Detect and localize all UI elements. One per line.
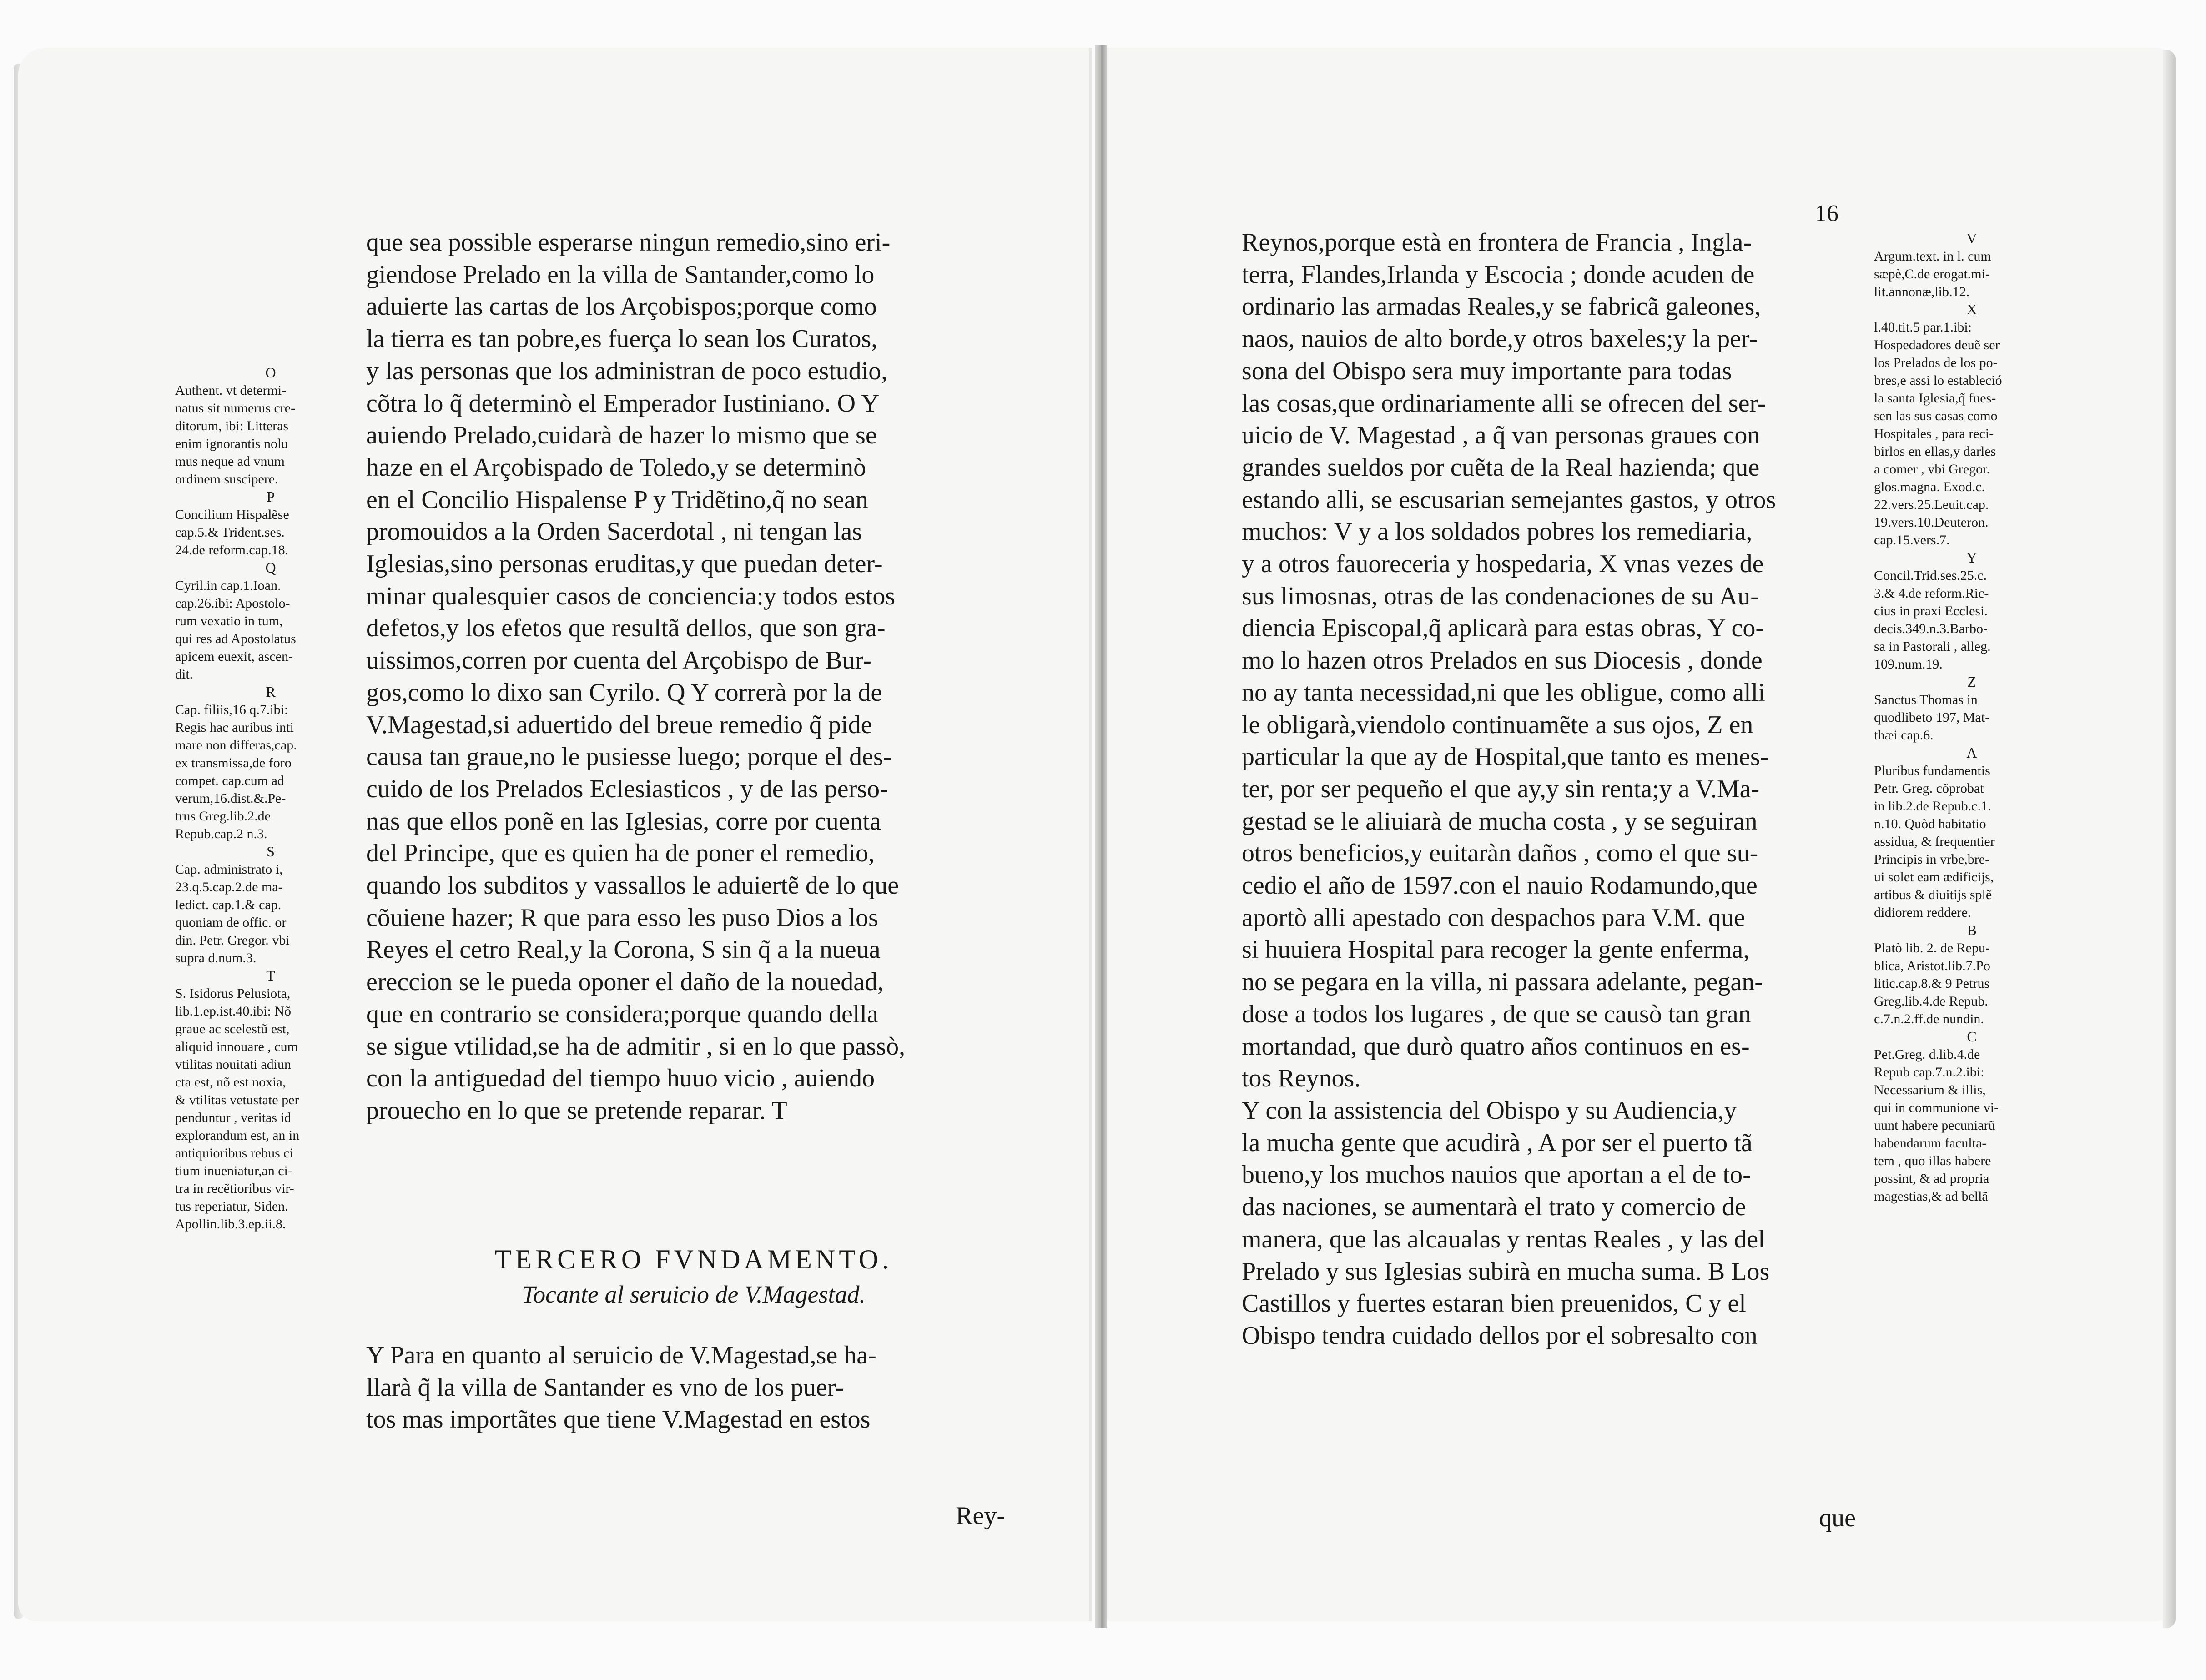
right-text-line: sona del Obispo sera muy importante para todas [1242, 357, 1732, 385]
right-note-line: sæpè,C.de erogat.mi- [1874, 267, 1990, 282]
right-note-letter: X [1966, 301, 1977, 317]
right-note-line: 19.vers.10.Deuteron. [1874, 515, 1989, 530]
left-text-line: haze en el Arçobispado de Toledo,y se determinò [366, 453, 866, 482]
section-subheading: Tocante al seruicio de V.Magestad. [522, 1281, 866, 1308]
left-note-line: mus neque ad vnum [175, 454, 285, 469]
right-note-line: quodlibeto 197, Mat- [1874, 710, 1990, 725]
left-text-lower-line: llarà q̃ la villa de Santander es vno de los puer- [366, 1373, 844, 1402]
right-text-line: le obligarà,viendolo continuamẽte a sus ojos, Z en [1242, 710, 1753, 739]
left-note-line: & vtilitas vetustate per [175, 1092, 299, 1107]
right-text-line: ter, por ser pequeño el que ay,y sin renta;y a V.Ma- [1242, 775, 1760, 803]
left-text-line: uissimos,corren por cuenta del Arçobispo de Bur- [366, 646, 871, 675]
right-note-line: possint, & ad propria [1874, 1171, 1989, 1186]
left-note-line: natus sit numerus cre- [175, 401, 296, 416]
left-text-line: giendose Prelado en la villa de Santander,como lo [366, 260, 875, 289]
left-note-line: S. Isidorus Pelusiota, [175, 986, 291, 1001]
right-note-line: decis.349.n.3.Barbo- [1874, 621, 1988, 636]
right-text-line: bueno,y los muchos nauios que aportan a el de to- [1242, 1161, 1751, 1189]
left-text-line: promouidos a la Orden Sacerdotal , ni tengan las [366, 518, 862, 546]
right-note-line: Principis in vrbe,bre- [1874, 852, 1990, 867]
left-text-line: prouecho en lo que se pretende reparar. T [366, 1096, 787, 1125]
left-note-line: Cap. administrato i, [175, 862, 283, 877]
left-note-letter: O [265, 364, 276, 381]
catchword-text: Rey- [956, 1502, 1005, 1530]
catchword-text-right: que [1819, 1504, 1856, 1533]
left-note-line: cap.26.ibi: Apostolo- [175, 596, 290, 611]
left-note-line: verum,16.dist.&.Pe- [175, 791, 286, 806]
right-note-line: birlos en ellas,y darles [1874, 444, 1996, 459]
right-note-line: a comer , vbi Gregor. [1874, 462, 1990, 477]
left-text-line: cõtra lo q̃ determinò el Emperador Iustiniano. O Y [366, 389, 880, 417]
right-note-line: Greg.lib.4.de Repub. [1874, 994, 1988, 1009]
right-text-line: dose a todos los lugares , de que se causò tan gran [1242, 1000, 1751, 1028]
left-note-line: rum vexatio in tum, [175, 614, 283, 629]
right-note-line: tem , quo illas habere [1874, 1153, 1991, 1168]
right-text-line: tos Reynos. [1242, 1064, 1361, 1093]
right-text-line: aportò alli apestado con despachos para V.M. que [1242, 903, 1745, 932]
left-note-line: cta est, nõ est noxia, [175, 1075, 286, 1090]
right-text-line: grandes sueldos por cuẽta de la Real hazienda; que [1242, 453, 1760, 482]
left-text-line: cõuiene hazer; R que para esso les puso Dios a los [366, 903, 878, 932]
right-note-letter: Z [1967, 674, 1976, 690]
left-note-line: cap.5.& Trident.ses. [175, 525, 285, 540]
left-note-line: ex transmissa,de foro [175, 755, 292, 770]
left-text-line: del Principe, que es quien ha de poner el remedio, [366, 839, 875, 868]
right-note-line: cius in praxi Ecclesi. [1874, 604, 1988, 619]
right-note-line: Hospedadores deuẽ ser [1874, 337, 2000, 352]
right-text-line: no ay tanta necessidad,ni que les obligue, como alli [1242, 678, 1765, 707]
left-main-text-upper [366, 226, 1003, 1127]
right-note-letter: Y [1966, 549, 1977, 566]
right-text-line: manera, que las alcaualas y rentas Reales , y las del [1242, 1225, 1765, 1253]
left-main-text-lower [366, 1339, 1003, 1436]
right-text-line: otros beneficios,y euitaràn daños , como el que su- [1242, 839, 1758, 868]
right-note-line: didiorem reddere. [1874, 905, 1971, 920]
left-note-line: antiquioribus rebus ci [175, 1146, 293, 1161]
left-note-line: Repub.cap.2 n.3. [175, 826, 267, 841]
left-text-line: gos,como lo dixo san Cyrilo. Q Y correrà por la de [366, 678, 882, 707]
right-text-line: estando alli, se escusarian semejantes gastos, y otros [1242, 485, 1776, 514]
right-note-line: litic.cap.8.& 9 Petrus [1874, 976, 1990, 991]
right-text-line: diencia Episcopal,q̃ aplicarà para estas obras, Y co- [1242, 614, 1764, 643]
book-gutter [1095, 45, 1107, 1628]
right-note-line: n.10. Quòd habitatio [1874, 816, 1986, 831]
left-note-line: compet. cap.cum ad [175, 773, 284, 788]
right-margin-notes [1874, 230, 2070, 1205]
left-note-line: trus Greg.lib.2.de [175, 809, 271, 824]
left-catchword [937, 1436, 1005, 1597]
left-text-line: cuido de los Prelados Eclesiasticos , y de las perso- [366, 775, 888, 803]
left-text-line: y las personas que los administran de poco estudio, [366, 357, 888, 385]
left-note-line: aliquid innouare , cum [175, 1039, 298, 1054]
right-note-line: Sanctus Thomas in [1874, 692, 1978, 707]
right-note-line: thæi cap.6. [1874, 728, 1934, 743]
left-note-line: qui res ad Apostolatus [175, 631, 296, 646]
left-text-line: Iglesias,sino personas eruditas,y que puedan deter- [366, 550, 883, 578]
right-text-line: cedio el año de 1597.con el nauio Rodamundo,que [1242, 871, 1758, 900]
left-note-line: penduntur , veritas id [175, 1110, 291, 1125]
right-note-line: la santa Iglesia,q̃ fues- [1874, 391, 1996, 406]
left-note-line: explorandum est, an in [175, 1128, 300, 1143]
left-text-line: V.Magestad,si aduertido del breue remedio q̃ pide [366, 710, 872, 739]
right-note-line: 3.& 4.de reform.Ric- [1874, 586, 1989, 601]
right-note-line: Pluribus fundamentis [1874, 763, 1990, 778]
page-number: 16 [1815, 201, 1838, 226]
right-note-line: ui solet eam ædificijs, [1874, 870, 1994, 885]
right-note-line: magestias,& ad bellã [1874, 1189, 1988, 1204]
right-note-line: Necessarium & illis, [1874, 1082, 1986, 1097]
left-note-line: Authent. vt determi- [175, 383, 287, 398]
right-note-letter: A [1966, 744, 1977, 761]
left-note-line: tra in recẽtioribus vir- [175, 1181, 294, 1196]
right-note-line: blica, Aristot.lib.7.Po [1874, 958, 1990, 973]
right-text-line: y a otros fauoreceria y hospedaria, X vnas vezes de [1242, 550, 1764, 578]
left-note-line: Apollin.lib.3.ep.ii.8. [175, 1217, 286, 1232]
left-note-line: supra d.num.3. [175, 951, 257, 966]
right-catchword [1797, 1438, 1856, 1599]
right-text-line: ordinario las armadas Reales,y se fabricã galeones, [1242, 292, 1761, 321]
right-text-line: uicio de V. Magestad , a q̃ van personas graues con [1242, 421, 1760, 450]
right-note-line: Argum.text. in l. cum [1874, 249, 1991, 264]
left-note-line: ledict. cap.1.& cap. [175, 897, 282, 912]
right-text-line: terra, Flandes,Irlanda y Escocia ; donde acuden de [1242, 260, 1755, 289]
left-text-lower-line: tos mas importãtes que tiene V.Magestad en estos [366, 1405, 871, 1434]
left-text-line: nas que ellos ponẽ en las Iglesias, corre por cuenta [366, 807, 881, 835]
right-note-line: c.7.n.2.ff.de nundin. [1874, 1011, 1984, 1026]
left-note-letter: R [266, 684, 276, 700]
left-note-line: quoniam de offic. or [175, 915, 287, 930]
left-note-line: ordinem suscipere. [175, 472, 278, 487]
right-note-letter: C [1967, 1028, 1977, 1045]
left-note-letter: S [267, 843, 275, 860]
right-note-line: Pet.Greg. d.lib.4.de [1874, 1047, 1980, 1062]
right-note-line: habendarum faculta- [1874, 1136, 1987, 1151]
left-text-line: la tierra es tan pobre,es fuerça lo sean los Curatos, [366, 325, 878, 353]
left-text-line: auiendo Prelado,cuidarà de hazer lo mismo que se [366, 421, 877, 450]
left-text-line: causa tan graue,no le pusiesse luego; porque el des- [366, 743, 892, 771]
right-text-line: Y con la assistencia del Obispo y su Audiencia,y [1242, 1096, 1737, 1125]
left-note-letter: Q [265, 559, 276, 576]
right-note-letter: B [1967, 922, 1977, 938]
right-note-line: Repub cap.7.n.2.ibi: [1874, 1065, 1984, 1080]
right-text-line: las cosas,que ordinariamente alli se ofrecen del ser- [1242, 389, 1766, 417]
left-text-line: minar qualesquier casos de conciencia:y todos estos [366, 582, 896, 610]
right-note-line: in lib.2.de Repub.c.1. [1874, 799, 1991, 814]
left-note-line: Cap. filiis,16 q.7.ibi: [175, 702, 288, 717]
right-note-line: glos.magna. Exod.c. [1874, 479, 1985, 494]
right-text-line: gestad se le aliuiarà de mucha costa , y se seguiran [1242, 807, 1758, 835]
left-note-line: Regis hac auribus inti [175, 720, 294, 735]
left-note-line: 23.q.5.cap.2.de ma- [175, 880, 283, 895]
right-note-line: los Prelados de los po- [1874, 355, 1998, 370]
right-text-line: no se pegara en la villa, ni passara adelante, pegan- [1242, 968, 1763, 996]
right-note-line: sa in Pastorali , alleg. [1874, 639, 1991, 654]
left-margin-notes [175, 364, 366, 1233]
left-text-line: se sigue vtilidad,se ha de admitir , si en lo que passò, [366, 1032, 906, 1061]
left-note-line: vtilitas nouitati adiun [175, 1057, 291, 1072]
left-text-line: Reyes el cetro Real,y la Corona, S sin q̃ a la nueua [366, 936, 881, 964]
right-text-line: particular la que ay de Hospital,que tanto es menes- [1242, 743, 1769, 771]
right-note-line: uunt habere pecuniarũ [1874, 1118, 1995, 1133]
right-text-line: das naciones, se aumentarà el trato y comercio de [1242, 1193, 1746, 1222]
left-note-line: Cyril.in cap.1.Ioan. [175, 578, 281, 593]
left-note-line: dit. [175, 667, 193, 682]
right-text-line: naos, nauios de alto borde,y otros baxeles;y la per- [1242, 325, 1758, 353]
left-text-line: quando los subditos y vassallos le aduiertẽ de lo que [366, 871, 899, 900]
left-note-line: mare non differas,cap. [175, 738, 297, 753]
right-text-line: mortandad, que durò quatro años continuos en es- [1242, 1032, 1750, 1061]
right-note-line: qui in communione vi- [1874, 1100, 1999, 1115]
right-text-line: si huuiera Hospital para recoger la gente enferma, [1242, 936, 1750, 964]
left-text-lower-line: Y Para en quanto al seruicio de V.Magestad,se ha- [366, 1341, 876, 1369]
right-note-line: artibus & diuitijs splẽ [1874, 887, 1992, 902]
left-text-line: que sea possible esperarse ningun remedio,sino eri- [366, 228, 891, 257]
right-text-line: Obispo tendra cuidado dellos por el sobresalto con [1242, 1321, 1758, 1350]
right-text-line: Castillos y fuertes estaran bien preuenidos, C y el [1242, 1289, 1746, 1318]
right-note-line: Platò lib. 2. de Repu- [1874, 941, 1990, 956]
right-text-line: Reynos,porque està en frontera de Francia , Ingla- [1242, 228, 1752, 257]
right-note-line: Petr. Greg. cõprobat [1874, 781, 1984, 796]
right-note-letter: V [1966, 230, 1977, 246]
left-note-line: graue ac scelestũ est, [175, 1021, 290, 1036]
left-text-line: con la antiguedad del tiempo huuo vicio , auiendo [366, 1064, 875, 1093]
left-note-line: enim ignorantis nolu [175, 436, 288, 451]
right-text-line: Prelado y sus Iglesias subirà en mucha suma. B Los [1242, 1257, 1770, 1286]
left-note-line: 24.de reform.cap.18. [175, 543, 289, 558]
right-note-line: lit.annonæ,lib.12. [1874, 284, 1969, 299]
left-note-line: tium inueniatur,an ci- [175, 1163, 292, 1178]
right-note-line: 109.num.19. [1874, 657, 1943, 672]
left-text-line: defetos,y los efetos que resultã dellos, que son gra- [366, 614, 886, 643]
right-note-line: assidua, & frequentier [1874, 834, 1995, 849]
right-text-line: sus limosnas, otras de las condenaciones de su Au- [1242, 582, 1759, 610]
left-note-line: apicem euexit, ascen- [175, 649, 293, 664]
right-note-line: Hospitales , para reci- [1874, 426, 1994, 441]
section-heading: TERCERO FVNDAMENTO. [494, 1244, 893, 1274]
left-note-line: Concilium Hispalẽse [175, 507, 289, 522]
left-text-line: que en contrario se considera;porque quando della [366, 1000, 878, 1028]
left-note-line: lib.1.ep.ist.40.ibi: Nõ [175, 1004, 291, 1019]
left-text-line: aduierte las cartas de los Arçobispos;porque como [366, 292, 877, 321]
right-note-line: 22.vers.25.Leuit.cap. [1874, 497, 1989, 512]
right-page-edge [2163, 50, 2176, 1628]
right-note-line: l.40.tit.5 par.1.ibi: [1874, 320, 1972, 335]
left-note-letter: P [267, 488, 275, 505]
right-main-text [1242, 226, 1860, 1352]
right-note-line: cap.15.vers.7. [1874, 533, 1950, 548]
left-note-line: tus reperiatur, Siden. [175, 1199, 288, 1214]
right-text-line: la mucha gente que acudirà , A por ser el puerto tã [1242, 1128, 1753, 1157]
left-text-line: ereccion se le pueda oponer el daño de la nouedad, [366, 968, 884, 996]
left-text-line: en el Concilio Hispalense P y Tridẽtino,q̃ no sean [366, 485, 868, 514]
right-text-line: mo lo hazen otros Prelados en sus Diocesis , donde [1242, 646, 1763, 675]
right-note-line: Concil.Trid.ses.25.c. [1874, 568, 1987, 583]
right-note-line: bres,e assi lo estableció [1874, 373, 2002, 388]
left-note-letter: T [266, 967, 275, 984]
right-note-line: sen las sus casas como [1874, 408, 1998, 423]
left-note-line: ditorum, ibi: Litteras [175, 418, 289, 433]
right-text-line: muchos: V y a los soldados pobres los remediaria, [1242, 518, 1753, 546]
left-note-line: din. Petr. Gregor. vbi [175, 933, 290, 948]
